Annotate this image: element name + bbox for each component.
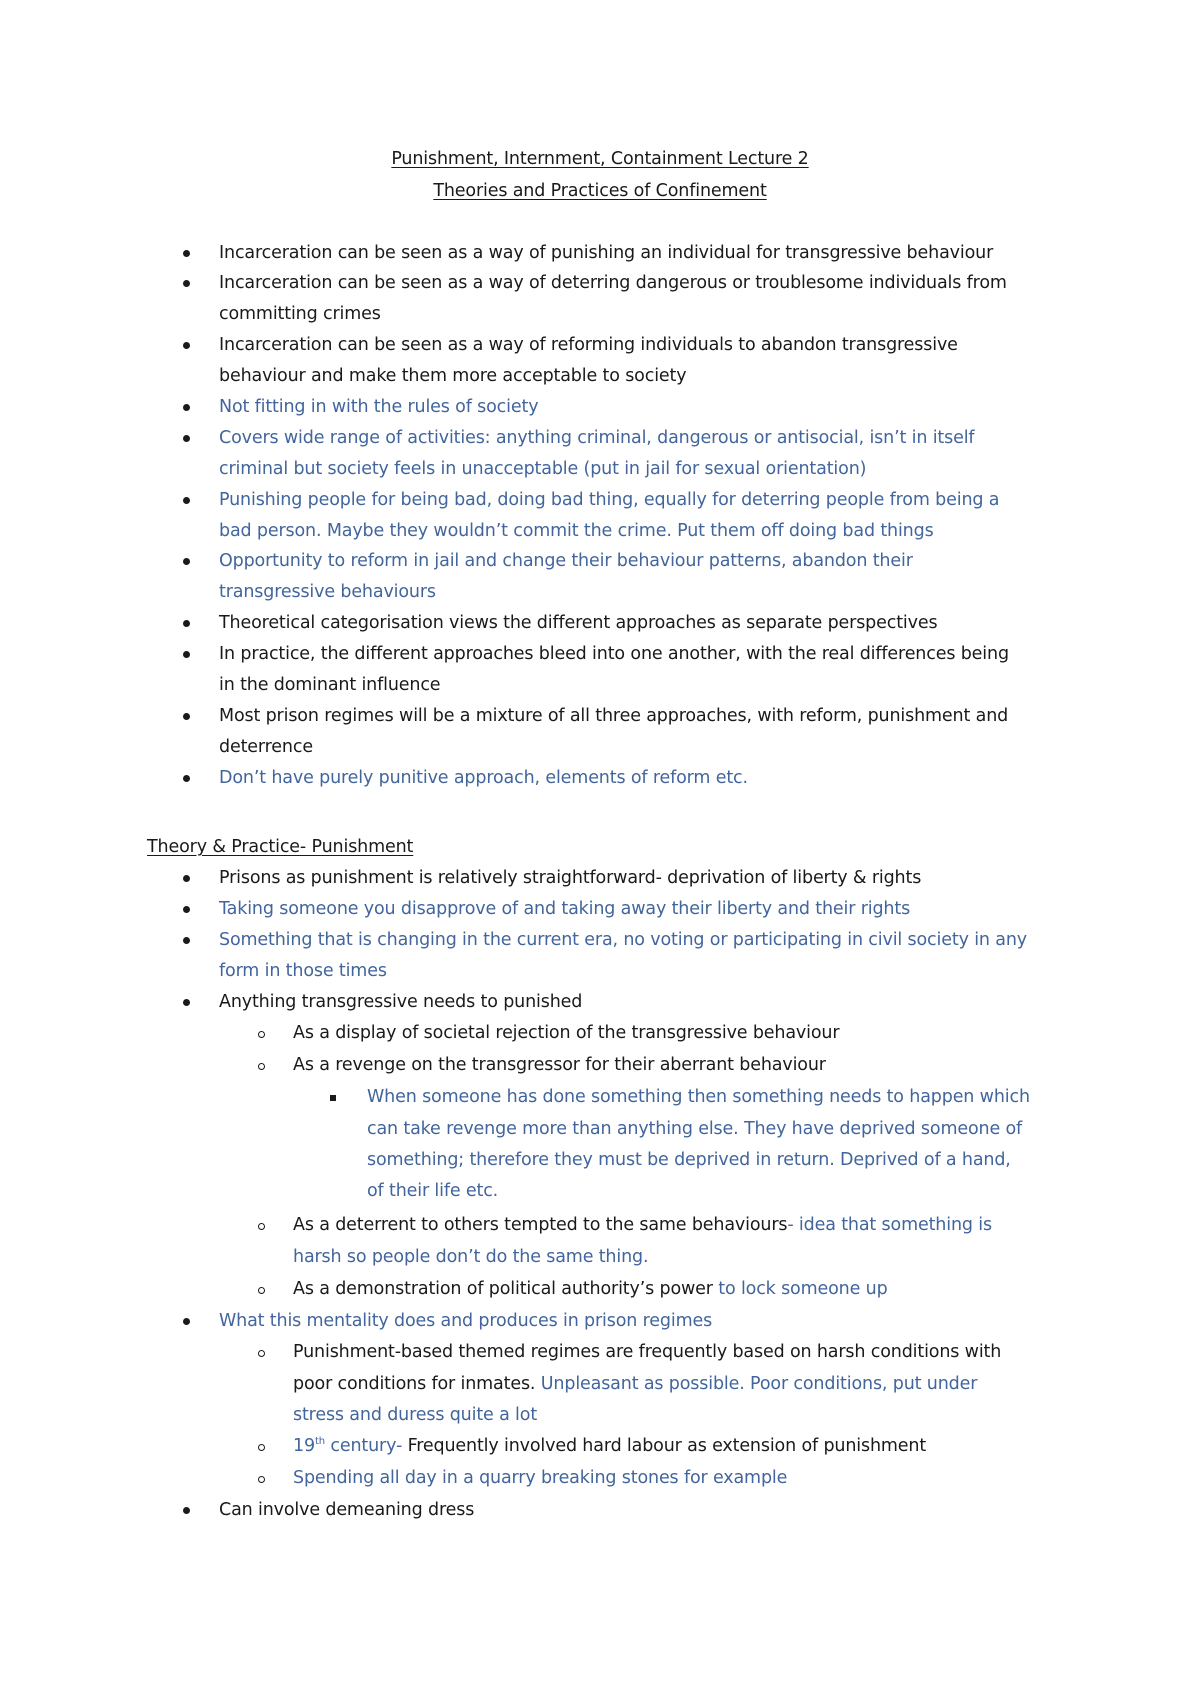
century-ordinal: th [314,1436,325,1448]
list-item: Opportunity to reform in jail and change their behaviour patterns, abandon their [219,551,913,571]
square-bullet-icon [330,1095,336,1101]
list-item-continuation: form in those times [219,961,387,981]
sub-list-item-text: Frequently involved hard labour as extension of punishment [402,1436,927,1456]
list-item: Something that is changing in the current era, no voting or participating in civil society in any [219,930,1027,950]
list-item-continuation: committing crimes [219,304,381,324]
bullet-icon [183,280,190,287]
document-title: Punishment, Internment, Containment Lecture 2 [391,149,809,169]
sub-list-item: Punishment-based themed regimes are frequently based on harsh conditions with [293,1342,1002,1362]
bullet-icon [183,497,190,504]
bullet-icon [183,906,190,913]
circle-bullet-icon [258,1476,265,1483]
sub-list-item: As a revenge on the transgressor for their aberrant behaviour [293,1055,826,1075]
list-item-continuation: deterrence [219,737,313,757]
list-item: Don’t have purely punitive approach, elements of reform etc. [219,768,748,788]
circle-bullet-icon [258,1287,265,1294]
list-item-continuation: stress and duress quite a lot [293,1405,538,1425]
list-item-continuation [293,1369,977,1400]
section-heading: Theory & Practice- Punishment [147,837,414,857]
circle-bullet-icon [258,1063,265,1070]
bullet-icon [183,558,190,565]
document-subtitle: Theories and Practices of Confinement [433,181,767,201]
list-item: Most prison regimes will be a mixture of all three approaches, with reform, punishment and [219,706,1009,726]
circle-bullet-icon [258,1444,265,1451]
list-item-continuation: transgressive behaviours [219,582,436,602]
sub-list-item-annotation: - idea that something is [787,1215,992,1235]
sub-sub-list-item: When someone has done something then something needs to happen which [367,1087,1030,1107]
bullet-icon [183,937,190,944]
sub-list-item-annotation: century- [324,1436,403,1456]
century-number: 19 [293,1436,315,1456]
list-item-continuation: can take revenge more than anything else. They have deprived someone of [367,1119,1023,1139]
list-item-continuation: something; therefore they must be deprived in return. Deprived of a hand, [367,1150,1011,1170]
bullet-icon [183,999,190,1006]
list-item-continuation: behaviour and make them more acceptable to society [219,366,687,386]
sub-list-item-text: poor conditions for inmates. [293,1374,536,1394]
sub-list-item-annotation: to lock someone up [712,1279,888,1299]
bullet-icon [183,1507,190,1514]
bullet-icon [183,775,190,782]
circle-bullet-icon [258,1223,265,1230]
sub-list-item: Spending all day in a quarry breaking stones for example [293,1468,788,1488]
sub-list-item-text: As a deterrent to others tempted to the same behaviours [293,1215,788,1235]
list-item: In practice, the different approaches bleed into one another, with the real differences being [219,644,1009,664]
bullet-icon [183,875,190,882]
list-item-continuation: criminal but society feels in unacceptable (put in jail for sexual orientation) [219,459,867,479]
list-item: What this mentality does and produces in prison regimes [219,1311,713,1331]
bullet-icon [183,435,190,442]
bullet-icon [183,342,190,349]
list-item-continuation: of their life etc. [367,1181,499,1201]
sub-list-item-annotation: Unpleasant as possible. Poor conditions, put under [535,1374,978,1394]
list-item: Not fitting in with the rules of society [219,397,539,417]
bullet-icon [183,713,190,720]
list-item: Prisons as punishment is relatively straightforward- deprivation of liberty & rights [219,868,922,888]
bullet-icon [183,1318,190,1325]
sub-list-item [293,1431,926,1462]
list-item: Anything transgressive needs to punished [219,992,583,1012]
bullet-icon [183,404,190,411]
sub-list-item-text: As a demonstration of political authority’s power [293,1279,713,1299]
sub-list-item [293,1210,992,1241]
list-item-continuation: harsh so people don’t do the same thing. [293,1247,649,1267]
list-item: Covers wide range of activities: anything criminal, dangerous or antisocial, isn’t in itself [219,428,975,448]
sub-list-item: As a display of societal rejection of the transgressive behaviour [293,1023,840,1043]
list-item: Punishing people for being bad, doing bad thing, equally for deterring people from being a [219,490,1000,510]
circle-bullet-icon [258,1350,265,1357]
list-item: Theoretical categorisation views the different approaches as separate perspectives [219,613,938,633]
circle-bullet-icon [258,1031,265,1038]
list-item: Taking someone you disapprove of and taking away their liberty and their rights [219,899,911,919]
list-item: Incarceration can be seen as a way of reforming individuals to abandon transgressive [219,335,958,355]
list-item-continuation: bad person. Maybe they wouldn’t commit the crime. Put them off doing bad things [219,521,934,541]
bullet-icon [183,250,190,257]
sub-list-item [293,1274,888,1305]
list-item: Incarceration can be seen as a way of punishing an individual for transgressive behaviour [219,243,994,263]
list-item: Incarceration can be seen as a way of deterring dangerous or troublesome individuals from [219,273,1007,293]
bullet-icon [183,620,190,627]
list-item: Can involve demeaning dress [219,1500,475,1520]
bullet-icon [183,651,190,658]
list-item-continuation: in the dominant influence [219,675,441,695]
